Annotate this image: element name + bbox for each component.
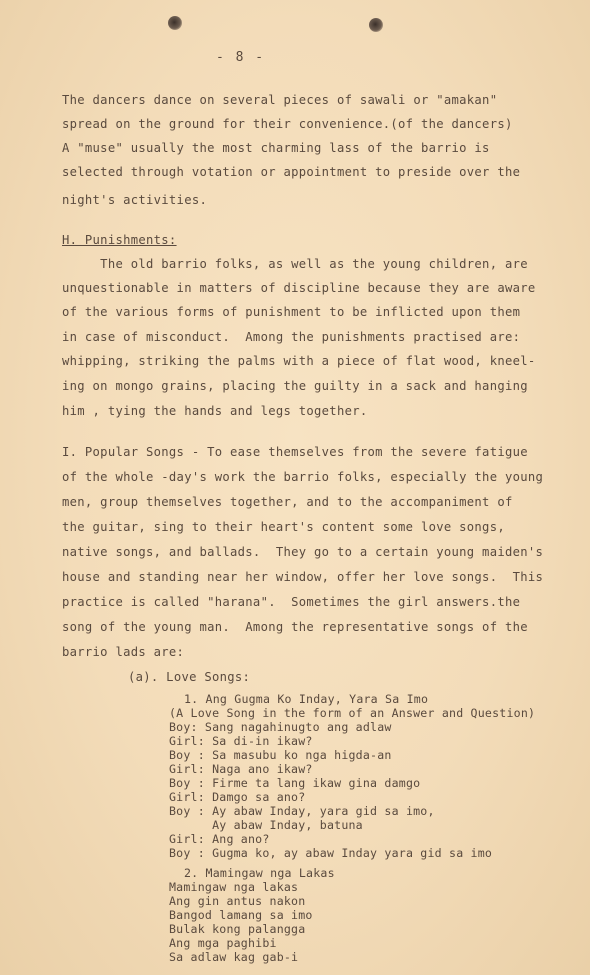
song-line: Sa adlaw kag gab-i (169, 950, 299, 964)
text-line: the guitar, sing to their heart's content some love songs, (62, 520, 505, 534)
section-heading: H. Punishments: (62, 233, 177, 247)
song-line: Ang gin antus nakon (169, 894, 306, 908)
song-line: Mamingaw nga lakas (169, 880, 299, 894)
text-line: of the whole -day's work the barrio folks, especially the young (62, 470, 544, 484)
text-line: The old barrio folks, as well as the young children, are (62, 257, 528, 271)
text-line: whipping, striking the palms with a piece of flat wood, kneel- (62, 354, 536, 368)
song-line: Boy : Gugma ko, ay abaw Inday yara gid sa imo (169, 846, 493, 860)
song-line: Girl: Damgo sa ano? (169, 790, 306, 804)
song-line: Boy : Sa masubu ko nga higda-an (169, 748, 392, 762)
punch-hole-left (168, 16, 182, 30)
text-line: barrio lads are: (62, 645, 185, 659)
song-title: 1. Ang Gugma Ko Inday, Yara Sa Imo (184, 692, 429, 706)
text-line: The dancers dance on several pieces of sawali or "amakan" (62, 93, 498, 107)
text-line: night's activities. (62, 193, 208, 207)
text-line: song of the young man. Among the representative songs of the (62, 620, 528, 634)
text-line: in case of misconduct. Among the punishments practised are: (62, 330, 521, 344)
text-line: men, group themselves together, and to the accompaniment of (62, 495, 513, 509)
text-line: selected through votation or appointment to preside over the (62, 165, 521, 179)
song-line: Girl: Naga ano ikaw? (169, 762, 313, 776)
text-line: him , tying the hands and legs together. (62, 404, 368, 418)
song-title: 2. Mamingaw nga Lakas (184, 866, 335, 880)
text-line: I. Popular Songs - To ease themselves from the severe fatigue (62, 445, 528, 459)
song-line: Ay abaw Inday, batuna (169, 818, 363, 832)
song-line: Boy : Ay abaw Inday, yara gid sa imo, (169, 804, 435, 818)
text-line: house and standing near her window, offer her love songs. This (62, 570, 544, 584)
text-line: A "muse" usually the most charming lass of the barrio is (62, 141, 490, 155)
text-line: unquestionable in matters of discipline because they are aware (62, 281, 536, 295)
song-line: Bangod lamang sa imo (169, 908, 313, 922)
song-line: Girl: Sa di-in ikaw? (169, 734, 313, 748)
text-line: spread on the ground for their convenience.(of the dancers) (62, 117, 513, 131)
punch-hole-right (369, 18, 383, 32)
text-line: practice is called "harana". Sometimes the girl answers.the (62, 595, 521, 609)
love-songs-label: (a). Love Songs: (128, 670, 251, 684)
page-number: - 8 - (216, 50, 266, 65)
text-line: of the various forms of punishment to be inflicted upon them (62, 305, 521, 319)
text-line: ing on mongo grains, placing the guilty in a sack and hanging (62, 379, 528, 393)
song-line: Boy: Sang nagahinugto ang adlaw (169, 720, 392, 734)
song-line: Ang mga paghibi (169, 936, 277, 950)
song-line: Bulak kong palangga (169, 922, 306, 936)
song-line: Boy : Firme ta lang ikaw gina damgo (169, 776, 421, 790)
song-line: Girl: Ang ano? (169, 832, 270, 846)
text-line: native songs, and ballads. They go to a certain young maiden's (62, 545, 544, 559)
song-subtitle: (A Love Song in the form of an Answer and Question) (169, 706, 536, 720)
